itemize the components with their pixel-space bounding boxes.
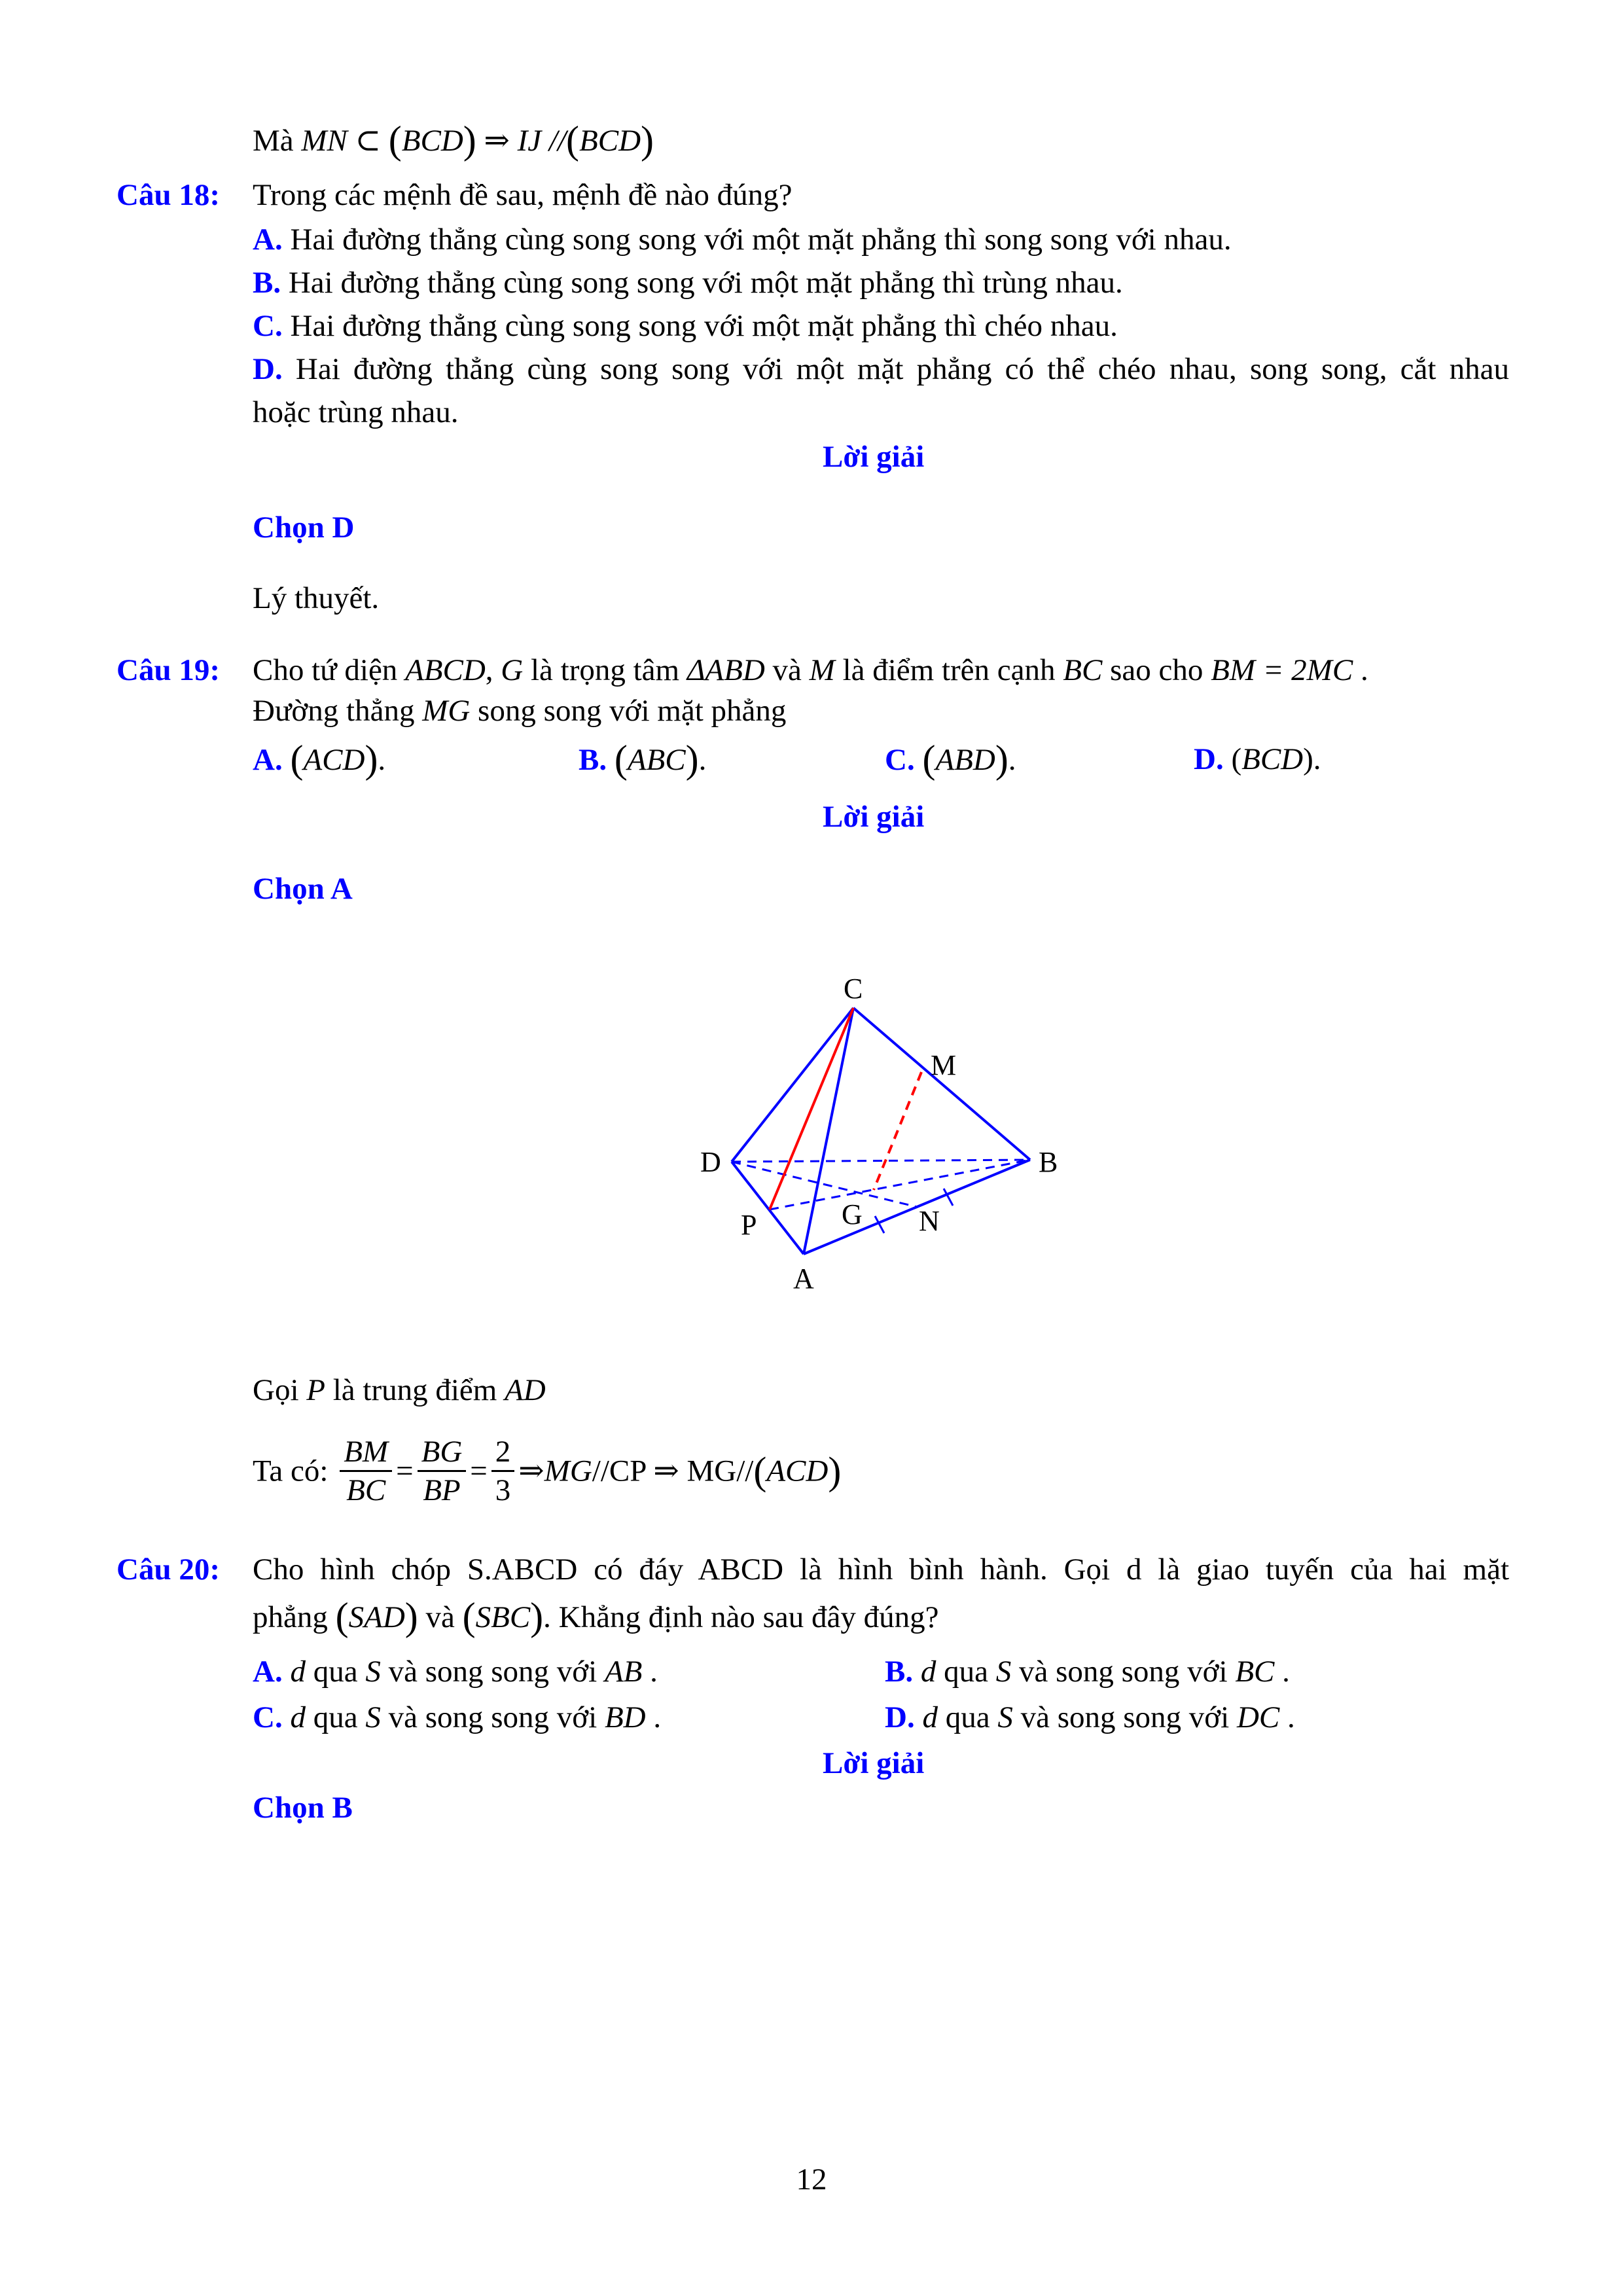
option-key: D.: [885, 1700, 915, 1734]
label-D: D: [700, 1146, 721, 1178]
text: qua: [936, 1655, 996, 1689]
equals-sign: =: [470, 1454, 488, 1488]
median-DN-dashed: [732, 1162, 917, 1207]
segment-CP-red: [770, 1008, 853, 1210]
label-A: A: [793, 1263, 814, 1295]
fraction-denominator: 3: [495, 1473, 511, 1507]
text: ,: [485, 653, 501, 687]
math: MG: [544, 1454, 592, 1488]
paren: ): [685, 738, 699, 781]
text: và song song với: [1012, 1700, 1237, 1734]
option-key: A.: [253, 1655, 283, 1689]
label-N: N: [919, 1205, 940, 1237]
math: BC: [1235, 1655, 1275, 1689]
option-key: B.: [885, 1655, 914, 1689]
text: và song song với: [380, 1655, 605, 1689]
page-number: 12: [796, 2162, 827, 2197]
q18-label: Câu 18:: [116, 178, 220, 212]
paren: ): [641, 118, 654, 162]
intro-formula-b: BCD: [401, 124, 463, 158]
edge-DB-dashed: [732, 1160, 1030, 1162]
text: .: [1279, 1700, 1295, 1734]
fraction-numerator: BG: [418, 1433, 467, 1472]
q20-stem-line2: [253, 1597, 939, 1637]
label-M: M: [931, 1049, 957, 1081]
math: S: [365, 1700, 381, 1734]
label-G: G: [842, 1198, 863, 1230]
paren: ): [828, 1449, 842, 1493]
fraction-numerator: BM: [340, 1433, 392, 1472]
edge-CB: [853, 1008, 1030, 1160]
math: G: [501, 653, 524, 687]
text: Gọi: [253, 1373, 307, 1407]
math: BD: [604, 1700, 646, 1734]
text: và song song với: [1011, 1655, 1236, 1689]
math: d: [920, 1655, 936, 1689]
text: Ta có:: [253, 1454, 336, 1488]
math: S: [995, 1655, 1012, 1689]
text: Cho tứ diện: [253, 653, 406, 687]
q20-choice: Chọn B: [253, 1791, 353, 1825]
math: DC: [1236, 1700, 1280, 1734]
option-key: C.: [253, 1700, 283, 1734]
option-key: C.: [885, 743, 915, 777]
q18-option-c: [253, 306, 1118, 346]
math: BC: [1063, 653, 1103, 687]
text: Đường thẳng: [253, 694, 423, 728]
label-B: B: [1039, 1146, 1058, 1178]
paren: (: [335, 1595, 349, 1638]
option-key: D.: [253, 352, 283, 386]
option-text: ABC: [627, 743, 686, 777]
option-text: BCD: [1241, 742, 1304, 776]
q19-solution-title: Lời giải: [823, 800, 925, 834]
q18-option-a: [253, 220, 1232, 259]
option-key: B.: [253, 266, 281, 300]
option-text: Hai đường thẳng cùng song song với một mặt phẳng có thể chéo nhau, song song, cắt nhau: [295, 352, 1510, 386]
option-text: ACD: [303, 743, 365, 777]
q19-step1: [253, 1371, 546, 1410]
text: //CP ⇒ MG//: [592, 1454, 754, 1488]
text: sao cho: [1102, 653, 1211, 687]
math: MG: [422, 694, 471, 728]
math: d: [922, 1700, 938, 1734]
option-key: D.: [1194, 742, 1224, 776]
math: SAD: [348, 1600, 405, 1634]
fraction-denominator: BP: [423, 1473, 461, 1507]
text: và song song với: [380, 1700, 605, 1734]
text: qua: [937, 1700, 998, 1734]
intro-line: [253, 120, 654, 160]
intro-prefix: Mà: [253, 124, 302, 158]
option-text: Hai đường thẳng cùng song song với một mặt phẳng thì chéo nhau.: [290, 309, 1118, 343]
fraction-denominator: BC: [346, 1473, 386, 1507]
option-text: Hai đường thẳng cùng song song với một mặt phẳng thì song song với nhau.: [290, 223, 1232, 257]
math: ΔABD: [687, 653, 765, 687]
text: là trọng tâm: [523, 653, 687, 687]
math: d: [290, 1655, 306, 1689]
fraction-bg-bp: [418, 1433, 467, 1509]
math: BM = 2MC: [1211, 653, 1353, 687]
q19-option-a: A. (ACD).: [253, 738, 386, 781]
fraction-two-thirds: [491, 1433, 515, 1509]
math: ABCD: [405, 653, 486, 687]
option-key: C.: [253, 309, 283, 343]
text: qua: [305, 1700, 366, 1734]
q20-option-c: [253, 1698, 661, 1737]
paren: ): [463, 118, 476, 162]
q20-label: Câu 20:: [116, 1552, 220, 1587]
text: và: [764, 653, 810, 687]
text: . Khẳng định nào sau đây đúng?: [543, 1600, 939, 1634]
fraction-numerator: 2: [491, 1433, 515, 1472]
text: .: [1353, 653, 1368, 687]
text: song song với mặt phẳng: [470, 694, 787, 728]
intro-formula-c: ⇒ IJ //: [476, 124, 567, 158]
paren: (: [614, 738, 628, 781]
option-key: A.: [253, 223, 283, 257]
q19-stem-line1: [253, 651, 1368, 690]
q18-option-d: [253, 350, 1509, 389]
q20-stem-line1: Cho hình chóp S.ABCD có đáy ABCD là hình bình hành. Gọi d là giao tuyến của hai mặt: [253, 1552, 1509, 1587]
q19-option-d: D. (BCD).: [1194, 742, 1321, 776]
math: S: [997, 1700, 1013, 1734]
q20-option-a: [253, 1652, 658, 1691]
q18-explanation: Lý thuyết.: [253, 581, 380, 615]
q20-option-d: [885, 1698, 1295, 1737]
label-C: C: [844, 973, 863, 1005]
option-text: ABD: [935, 743, 995, 777]
paren: ): [404, 1595, 418, 1638]
paren: ): [365, 738, 378, 781]
fraction-bm-bc: [340, 1433, 392, 1509]
option-key: B.: [579, 743, 607, 777]
math: P: [306, 1373, 325, 1407]
q18-stem: Trong các mệnh đề sau, mệnh đề nào đúng?: [253, 178, 793, 212]
tetrahedron-figure: [681, 962, 1099, 1302]
text: .: [642, 1655, 658, 1689]
q19-option-c: C. (ABD).: [885, 738, 1016, 781]
q19-choice: Chọn A: [253, 872, 353, 906]
q20-solution-title: Lời giải: [823, 1746, 925, 1780]
q20-option-b: [885, 1652, 1290, 1691]
math: ACD: [766, 1454, 829, 1488]
paren: ): [530, 1595, 544, 1638]
math: AD: [505, 1373, 546, 1407]
math: d: [290, 1700, 306, 1734]
q19-label: Câu 19:: [116, 653, 220, 687]
text: .: [645, 1700, 662, 1734]
paren: ): [995, 738, 1008, 781]
paren: (: [566, 118, 580, 162]
option-text: Hai đường thẳng cùng song song với một mặt phẳng thì trùng nhau.: [288, 266, 1123, 300]
q19-stem-line2: [253, 691, 786, 730]
text: và: [418, 1600, 463, 1634]
equals-sign: =: [396, 1454, 414, 1488]
q19-step2: [253, 1433, 841, 1509]
paren: (: [462, 1595, 476, 1638]
paren: (: [922, 738, 936, 781]
q18-option-b: [253, 263, 1123, 302]
edge-CD: [732, 1008, 853, 1162]
intro-formula-d: BCD: [579, 124, 641, 158]
math: AB: [604, 1655, 643, 1689]
label-P: P: [741, 1209, 757, 1241]
math: M: [809, 653, 835, 687]
implies-sign: ⇒: [518, 1454, 544, 1488]
q18-option-d-cont: hoặc trùng nhau.: [253, 395, 459, 429]
segment-MG-red-dashed: [874, 1072, 921, 1190]
intro-formula-a: MN ⊂: [301, 124, 389, 158]
option-key: A.: [253, 743, 283, 777]
q18-solution-title: Lời giải: [823, 440, 925, 474]
text: là trung điểm: [325, 1373, 505, 1407]
text: là điểm trên cạnh: [834, 653, 1063, 687]
q19-option-b: B. (ABC).: [579, 738, 707, 781]
math: S: [365, 1655, 381, 1689]
paren: (: [388, 118, 402, 162]
text: qua: [305, 1655, 366, 1689]
paren: (: [753, 1449, 767, 1493]
text: phẳng: [253, 1600, 336, 1634]
paren: (: [290, 738, 304, 781]
q18-choice: Chọn D: [253, 511, 355, 545]
math: SBC: [475, 1600, 531, 1634]
text: .: [1274, 1655, 1290, 1689]
